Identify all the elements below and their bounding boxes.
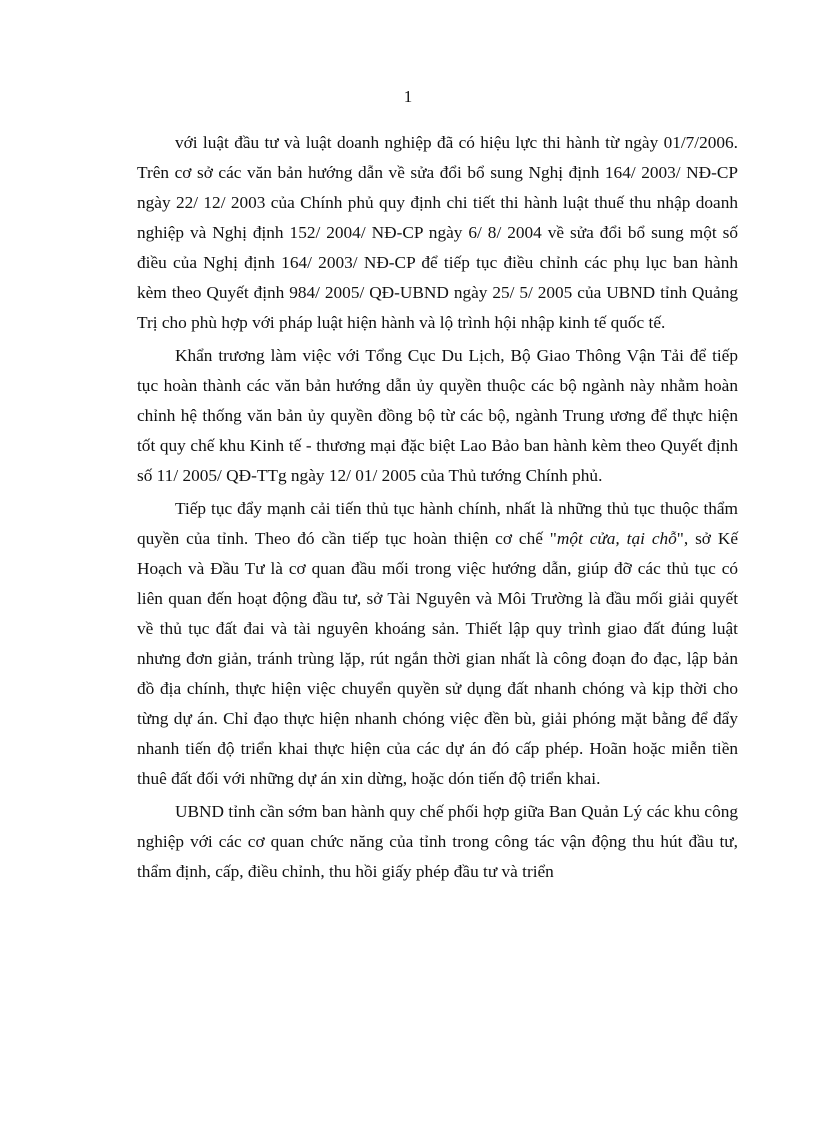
paragraph-coordination-regulation: UBND tỉnh cần sớm ban hành quy chế phối hợp giữa Ban Quản Lý các khu công nghiệp với các cơ quan chức năng của tỉnh trong công tác vận động thu hút đầu tư, thẩm định, cấp, điều chỉnh, thu hồi giấy phép đầu tư và triển [137,802,738,881]
document-body [137,128,738,890]
page-number: 1 [403,87,413,106]
one-stop-shop-phrase: một cửa, tại chỗ [556,529,677,548]
paragraph-tourism-transport: Khẩn trương làm việc với Tổng Cục Du Lịch, Bộ Giao Thông Vận Tải để tiếp tục hoàn thành các văn bản hướng dẫn ủy quyền thuộc các bộ ngành này nhằm hoàn chỉnh hệ thống văn bản ủy quyền đồng bộ từ các bộ, ngành Trung ương để thực hiện tốt quy chế khu Kinh tế - thương mại đặc biệt Lao Bảo ban hành kèm theo Quyết định số 11/ 2005/ QĐ-TTg ngày 12/ 01/ 2005 của Thủ tướng Chính phủ. [137,346,738,485]
paragraph-investment-law: với luật đầu tư và luật doanh nghiệp đã có hiệu lực thi hành từ ngày 01/7/2006. Trên cơ sở các văn bản hướng dẫn về sửa đổi bổ sung Nghị định 164/ 2003/ NĐ-CP ngày 22/ 12/ 2003 của Chính phủ quy định chi tiết thi hành luật thuế thu nhập doanh nghiệp và Nghị định 152/ 2004/ NĐ-CP ngày 6/ 8/ 2004 về sửa đổi bổ sung một số điều của Nghị định 164/ 2003/ NĐ-CP để tiếp tục điều chỉnh các phụ lục ban hành kèm theo Quyết định 984/ 2005/ QĐ-UBND ngày 25/ 5/ 2005 của UBND tỉnh Quảng Trị cho phù hợp với pháp luật hiện hành và lộ trình hội nhập kinh tế quốc tế. [137,133,738,332]
paragraph-administrative-reform-end: ", sở Kế Hoạch và Đầu Tư là cơ quan đầu mối trong việc hướng dẫn, giúp đỡ các thủ tục có liên quan đến hoạt động đầu tư, sở Tài Nguyên và Môi Trường là đầu mối giải quyết về thủ tục đất đai và tài nguyên khoáng sản. Thiết lập quy trình giao đất đúng luật nhưng đơn giản, tránh trùng lặp, rút ngắn thời gian nhất là công đoạn đo đạc, lập bản đồ địa chính, thực hiện việc chuyển quyền sử dụng đất nhanh chóng và kịp thời cho từng dự án. Chỉ đạo thực hiện nhanh chóng việc đền bù, giải phóng mặt bằng để đẩy nhanh tiến độ triển khai thực hiện của các dự án đó cấp phép. Hoãn hoặc miễn tiền thuê đất đối với những dự án xin dừng, hoặc dón tiến độ triển khai. [137,529,738,788]
paragraph-administrative-reform-start: Tiếp tục đẩy mạnh cải tiến thủ tục hành chính, nhất là những thủ tục thuộc thẩm quyền của tỉnh. Theo đó cần tiếp tục hoàn thiện cơ chế " [137,499,738,548]
paragraph-administrative-reform [137,494,738,794]
